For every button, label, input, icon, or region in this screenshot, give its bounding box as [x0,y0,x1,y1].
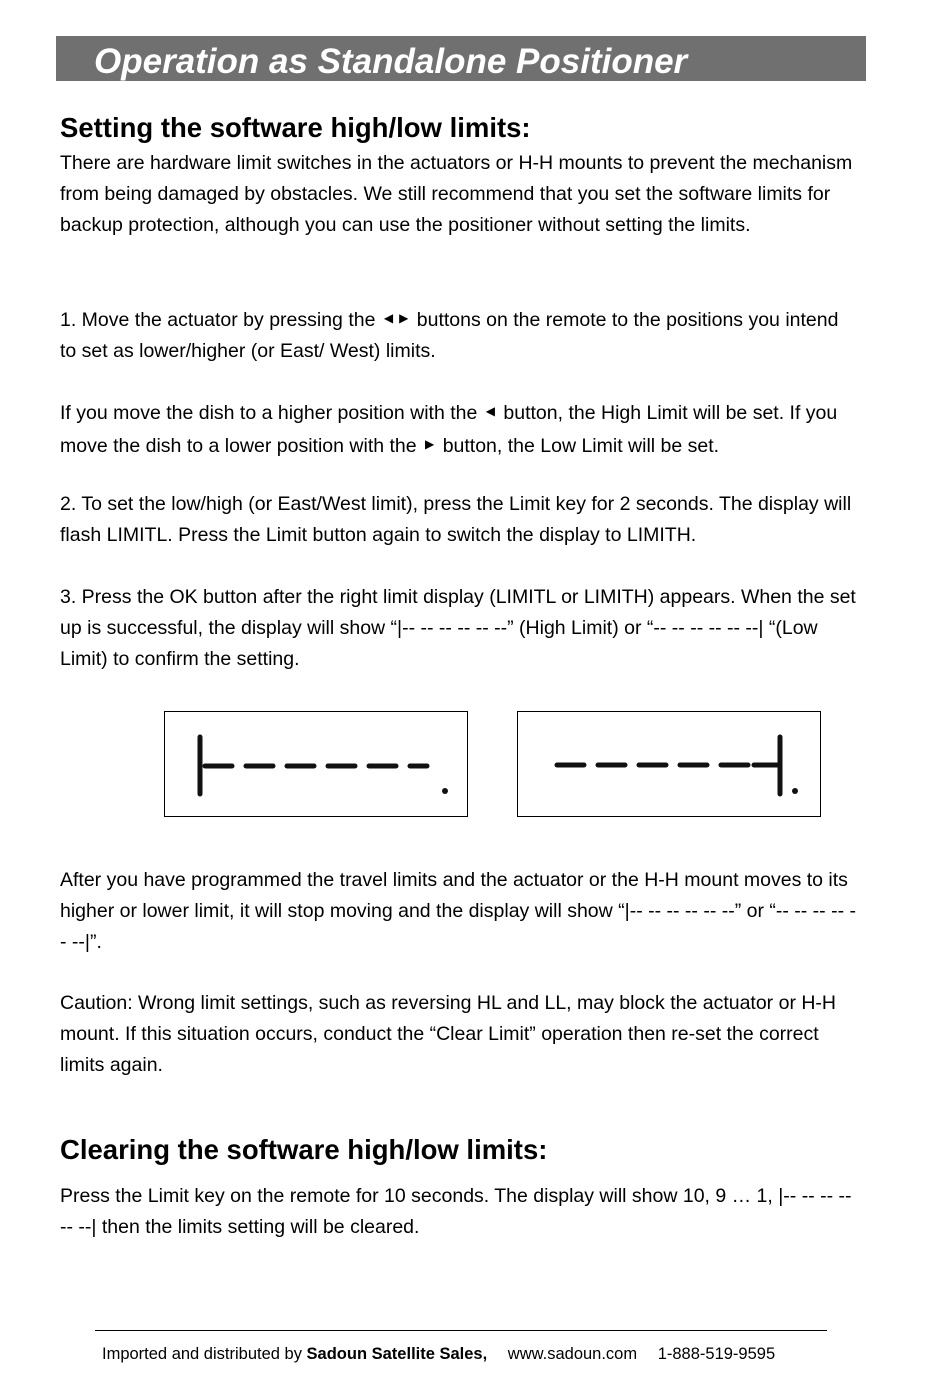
right-arrow-icon: ▶ [399,311,409,325]
note-text-end: button, the Low Limit will be set. [442,435,720,457]
footer-prefix: Imported and distributed by [102,1345,302,1363]
footer-divider [95,1330,827,1331]
footer-website: www.sadoun.com [507,1345,638,1363]
right-arrow-icon: ▶ [425,437,435,451]
clear-limits-paragraph: Press the Limit key on the remote for 10 seconds. The display will show 10, 9 … 1, |-- -- -- -- -- --| then the limits setting will be cleared. [60,1185,852,1238]
page-title: Operation as Standalone Positioner [94,42,688,81]
left-arrow-icon: ◀ [485,404,495,418]
footer [102,1343,775,1365]
note-text-start: If you move the dish to a higher position with the [60,402,478,424]
step-1-text-start: 1. Move the actuator by pressing the [60,309,376,331]
section-heading-clearing-limits: Clearing the software high/low limits: [60,1134,548,1165]
step-1-paragraph [60,303,860,367]
caution-paragraph: Caution: Wrong limit settings, such as reversing HL and LL, may block the actuator or H-H mount. If this situation occurs, conduct the “Clear Limit” operation then re-set the correct limits again. [60,992,837,1076]
left-arrow-icon: ◀ [383,311,394,325]
step-3-paragraph: 3. Press the OK button after the right limit display (LIMITL or LIMITH) appears. When the set up is successful, the display will show “|-- -- -- -- -- --” (High Limit) or “-- -- -- -- -- --| “(Low Limit) to confirm the setting. [60,586,856,670]
footer-phone: 1-888-519-9595 [657,1345,776,1363]
direction-note-paragraph [60,396,860,462]
note-text-middle: button, the High Limit will be set. If you move the dish to a lower position with the [60,402,838,457]
low-limit-display-image [517,711,821,817]
section-heading-setting-limits: Setting the software high/low limits: [60,112,531,143]
step-1-text-end: buttons on the remote to the positions you intend to set as lower/higher (or East/ West) limits. [60,309,839,362]
step-2-paragraph: 2. To set the low/high (or East/West limit), press the Limit key for 2 seconds. The display will flash LIMITL. Press the Limit button again to switch the display to LIMITH. [60,493,852,546]
footer-company: Sadoun Satellite Sales, [306,1345,488,1363]
after-programming-paragraph: After you have programmed the travel limits and the actuator or the H-H mount moves to its higher or lower limit, it will stop moving and the display will show “|-- -- -- -- -- --” or “-- -- -- -- -- --|”. [60,869,856,953]
intro-paragraph: There are hardware limit switches in the actuators or H-H mounts to prevent the mechanism from being damaged by obstacles. We still recommend that you set the software limits for backup protection, although you can use the positioner without setting the limits. [60,152,853,236]
title-banner [56,36,866,81]
high-limit-display-image [164,711,468,817]
